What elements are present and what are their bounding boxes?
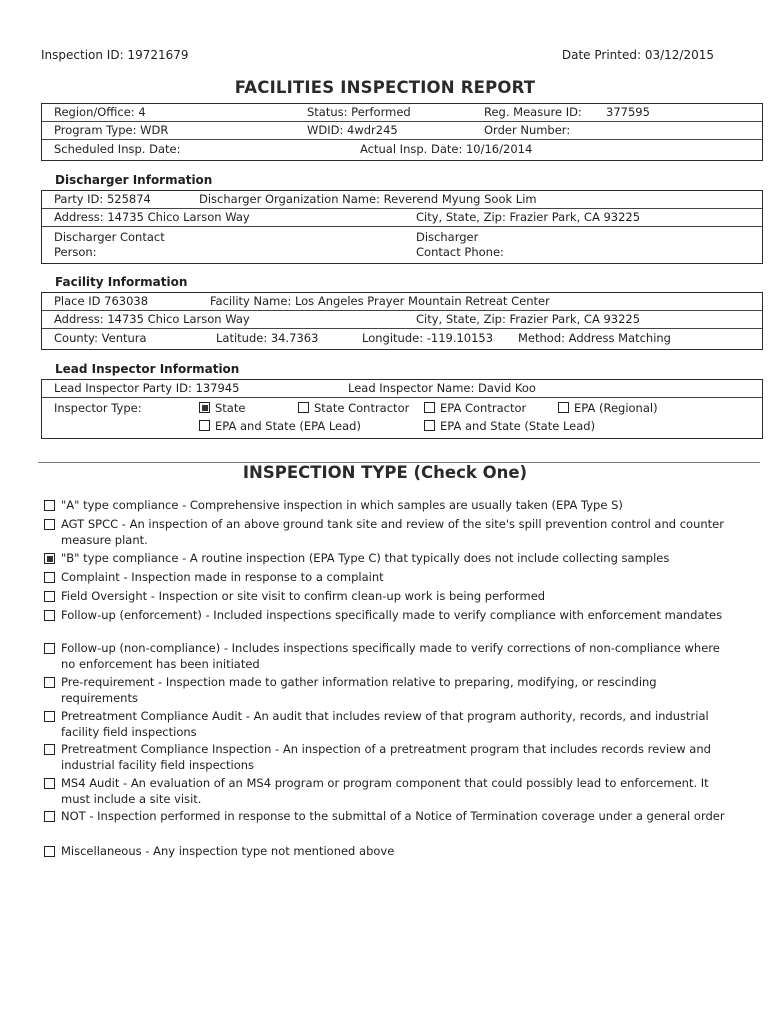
inspector-party-id: Lead Inspector Party ID: 137945 (54, 381, 240, 395)
discharger-contact-person: Discharger Contact Person: (54, 230, 165, 259)
actual-insp-date: Actual Insp. Date: 10/16/2014 (360, 142, 533, 156)
inspection-type-text: AGT SPCC - An inspection of an above ground tank site and review of the site's spill prevention control and counter measure plant. (61, 517, 724, 547)
inspector-type-epa-contractor[interactable] (424, 401, 526, 415)
facility-section-label: Facility Information (55, 275, 188, 289)
inspector-type-epa-state-state-lead[interactable] (424, 419, 595, 433)
inspection-type-text: Miscellaneous - Any inspection type not mentioned above (61, 844, 395, 858)
facility-row-1 (42, 293, 762, 311)
inspector-row-1 (42, 380, 762, 398)
inspection-id: Inspection ID: 19721679 (41, 48, 189, 62)
inspector-type-label: Inspector Type: (54, 401, 142, 415)
inspection-type-text: Complaint - Inspection made in response to a complaint (61, 570, 384, 584)
inspector-type-state[interactable] (199, 401, 245, 415)
inspector-type-state-contractor[interactable] (298, 401, 409, 415)
inspection-type-text: Follow-up (enforcement) - Included inspections specifically made to verify compliance with enforcement mandates (61, 608, 723, 622)
checkbox-icon[interactable] (44, 610, 55, 621)
inspector-type-state-label: State (215, 401, 246, 415)
discharger-row-2 (42, 209, 762, 227)
facility-county: County: Ventura (54, 331, 147, 345)
checkbox-icon[interactable] (199, 420, 210, 431)
reg-measure-value: 377595 (606, 105, 650, 119)
inspector-type-epa-contractor-label: EPA Contractor (440, 401, 527, 415)
inspector-type-epa-state-epa-lead[interactable] (199, 419, 361, 433)
checkbox-icon[interactable] (44, 846, 55, 857)
inspector-section-label: Lead Inspector Information (55, 362, 240, 376)
discharger-city-state-zip: City, State, Zip: Frazier Park, CA 93225 (416, 210, 641, 224)
inspector-name: Lead Inspector Name: David Koo (348, 381, 536, 395)
status: Status: Performed (307, 105, 411, 119)
inspection-type-text: Pretreatment Compliance Audit - An audit that includes review of that program authority, records, and industrial facility field inspections (61, 709, 709, 739)
facility-row-3 (42, 329, 762, 348)
discharger-org-name: Discharger Organization Name: Reverend Myung Sook Lim (199, 192, 537, 206)
inspection-type-text: Pre-requirement - Inspection made to gather information relative to preparing, modifying, or rescinding requirements (61, 675, 657, 705)
checkbox-icon[interactable] (44, 811, 55, 822)
checkbox-icon[interactable] (424, 402, 435, 413)
discharger-party-id: Party ID: 525874 (54, 192, 151, 206)
inspection-type-text: "B" type compliance - A routine inspection (EPA Type C) that typically does not include collecting samples (61, 551, 670, 565)
inspection-type-title: INSPECTION TYPE (Check One) (242, 463, 528, 482)
facility-place-id: Place ID 763038 (54, 294, 149, 308)
discharger-row-1 (42, 191, 762, 209)
facility-row-2 (42, 311, 762, 329)
inspection-type-text: Field Oversight - Inspection or site visit to confirm clean-up work is being performed (61, 589, 546, 603)
inspection-type-text: Pretreatment Compliance Inspection - An inspection of a pretreatment program that includes records review and industrial facility field inspections (61, 742, 711, 772)
inspector-type-epa-state-state-lead-label: EPA and State (State Lead) (440, 419, 596, 433)
inspector-type-epa-state-epa-lead-label: EPA and State (EPA Lead) (215, 419, 361, 433)
facility-name: Facility Name: Los Angeles Prayer Mountain Retreat Center (210, 294, 550, 308)
checkbox-checked-icon[interactable] (44, 553, 55, 564)
inspector-type-epa-regional-label: EPA (Regional) (574, 401, 658, 415)
discharger-row-3 (42, 227, 762, 263)
facility-method: Method: Address Matching (518, 331, 671, 345)
general-row-2 (42, 122, 762, 140)
general-info-table (41, 103, 763, 161)
checkbox-icon[interactable] (44, 519, 55, 530)
general-row-1 (42, 104, 762, 122)
facility-city-state-zip: City, State, Zip: Frazier Park, CA 93225 (416, 312, 641, 326)
facility-address: Address: 14735 Chico Larson Way (54, 312, 250, 326)
discharger-address: Address: 14735 Chico Larson Way (54, 210, 250, 224)
checkbox-icon[interactable] (44, 500, 55, 511)
checkbox-checked-icon[interactable] (199, 402, 210, 413)
inspector-table (41, 379, 763, 439)
inspection-type-text: NOT - Inspection performed in response to the submittal of a Notice of Termination coverage under a general order (61, 809, 725, 823)
checkbox-icon[interactable] (44, 677, 55, 688)
checkbox-icon[interactable] (44, 643, 55, 654)
report-title: FACILITIES INSPECTION REPORT (234, 78, 536, 97)
inspector-row-2 (42, 398, 762, 438)
checkbox-icon[interactable] (424, 420, 435, 431)
region-office: Region/Office: 4 (54, 105, 146, 119)
inspection-type-text: Follow-up (non-compliance) - Includes inspections specifically made to verify corrections of non-compliance where no enforcement has been initiated (61, 641, 720, 671)
inspection-type-text: "A" type compliance - Comprehensive inspection in which samples are usually taken (EPA Type S) (61, 498, 623, 512)
general-row-3 (42, 140, 762, 159)
program-type: Program Type: WDR (54, 123, 169, 137)
wdid: WDID: 4wdr245 (307, 123, 398, 137)
inspector-type-epa-regional[interactable] (558, 401, 658, 415)
inspection-type-text: MS4 Audit - An evaluation of an MS4 program or program component that could possibly lead to enforcement. It must include a site visit. (61, 776, 709, 806)
scheduled-insp-date: Scheduled Insp. Date: (54, 142, 181, 156)
checkbox-icon[interactable] (298, 402, 309, 413)
checkbox-icon[interactable] (44, 744, 55, 755)
discharger-section-label: Discharger Information (55, 173, 213, 187)
facility-latitude: Latitude: 34.7363 (216, 331, 319, 345)
checkbox-icon[interactable] (44, 591, 55, 602)
discharger-table (41, 190, 763, 264)
facility-longitude: Longitude: -119.10153 (362, 331, 494, 345)
checkbox-icon[interactable] (44, 778, 55, 789)
discharger-contact-phone: Discharger Contact Phone: (416, 230, 504, 259)
checkbox-icon[interactable] (44, 711, 55, 722)
inspector-type-state-contractor-label: State Contractor (314, 401, 410, 415)
checkbox-icon[interactable] (558, 402, 569, 413)
checkbox-icon[interactable] (44, 572, 55, 583)
date-printed: Date Printed: 03/12/2015 (561, 48, 714, 62)
reg-measure-label: Reg. Measure ID: (484, 105, 582, 119)
order-number: Order Number: (484, 123, 571, 137)
facility-table (41, 292, 763, 350)
